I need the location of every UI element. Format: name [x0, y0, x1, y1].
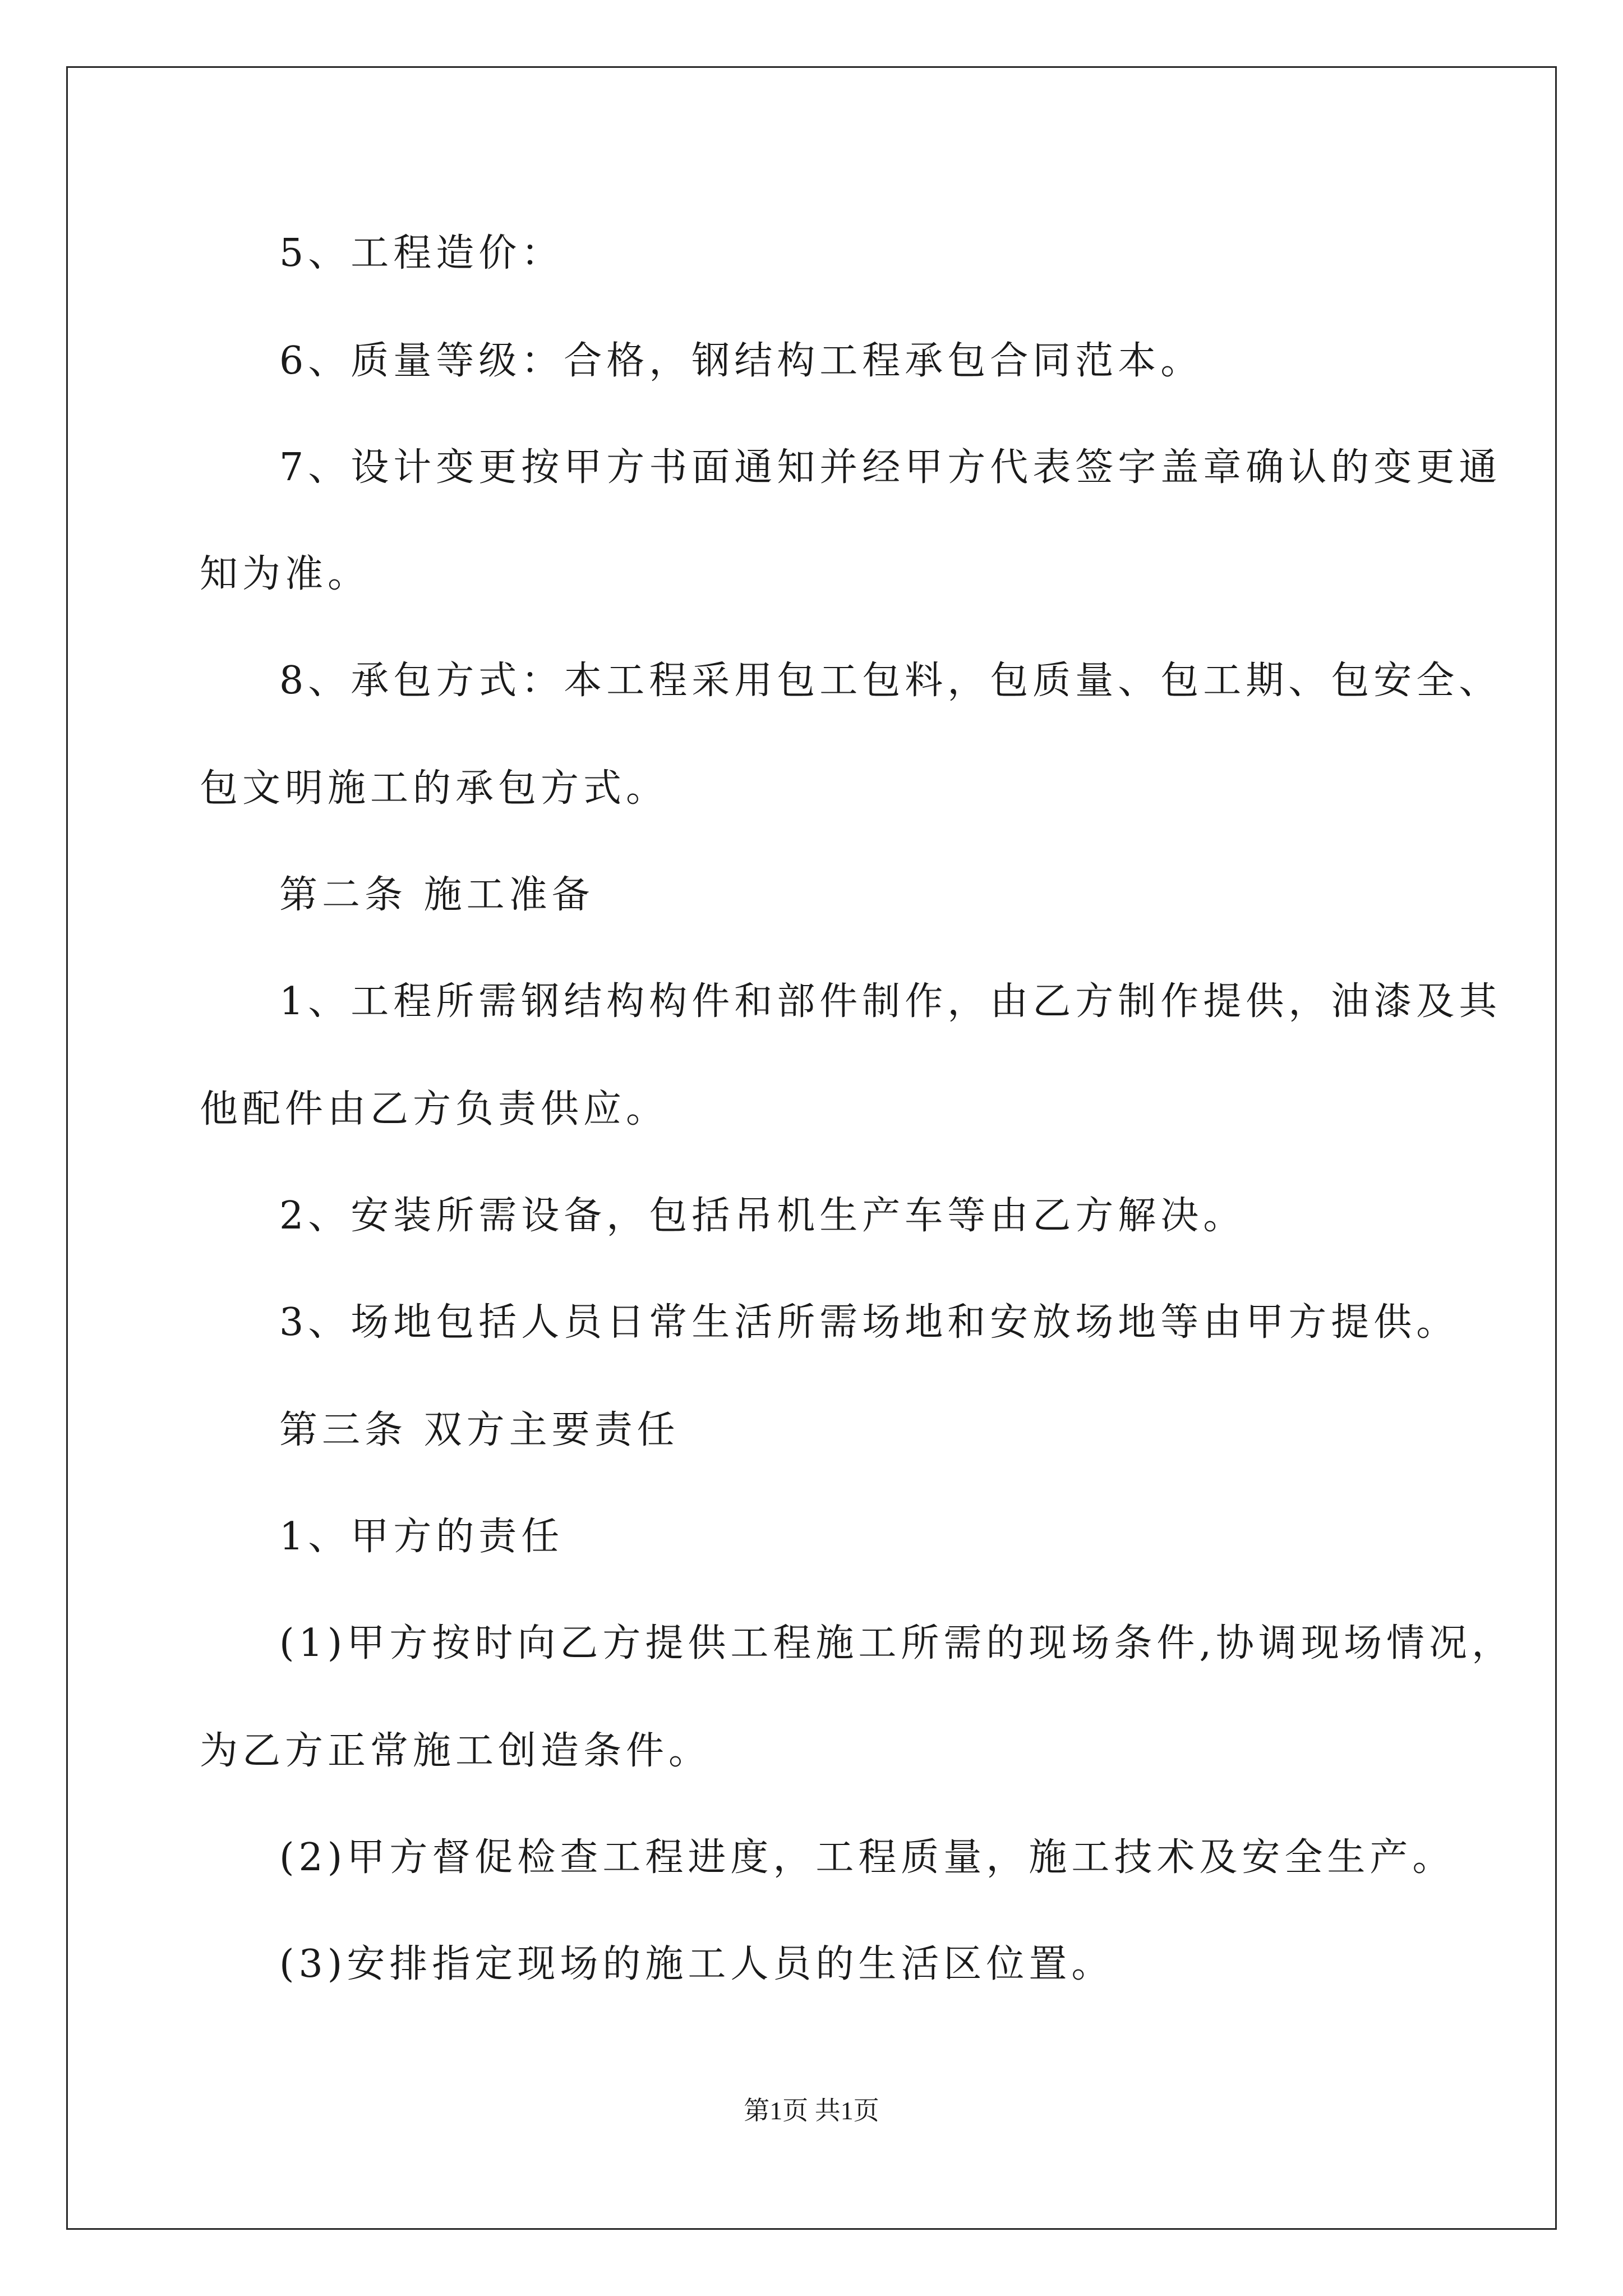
- paragraph-line: 1、工程所需钢结构构件和部件制作，由乙方制作提供，油漆及其: [279, 979, 1502, 1024]
- paragraph-line: 知为准。: [200, 552, 371, 596]
- paragraph-line: 1、甲方的责任: [279, 1515, 564, 1559]
- section-heading: 第二条 施工准备: [279, 873, 594, 917]
- paragraph-line: 2、安装所需设备，包括吊机生产车等由乙方解决。: [279, 1194, 1246, 1238]
- paragraph-line: 包文明施工的承包方式。: [200, 766, 669, 811]
- paragraph-line: 7、设计变更按甲方书面通知并经甲方代表签字盖章确认的变更通: [279, 445, 1502, 490]
- paragraph-line: 3、场地包括人员日常生活所需场地和安放场地等由甲方提供。: [279, 1300, 1459, 1345]
- paragraph-line: 8、承包方式：本工程采用包工包料，包质量、包工期、包安全、: [279, 659, 1502, 703]
- paragraph-line: 6、质量等级：合格，钢结构工程承包合同范本。: [279, 339, 1204, 383]
- paragraph-line: (3)安排指定现场的施工人员的生活区位置。: [279, 1942, 1114, 1986]
- paragraph-line: 5、工程造价：: [279, 231, 564, 275]
- page-number-footer: 第1页 共1页: [744, 2096, 879, 2125]
- section-heading: 第三条 双方主要责任: [279, 1408, 680, 1452]
- paragraph-line: (2)甲方督促检查工程进度，工程质量，施工技术及安全生产。: [279, 1835, 1455, 1880]
- paragraph-line: (1)甲方按时向乙方提供工程施工所需的现场条件,协调现场情况，: [279, 1621, 1514, 1665]
- paragraph-line: 他配件由乙方负责供应。: [200, 1087, 669, 1131]
- paragraph-line: 为乙方正常施工创造条件。: [200, 1729, 712, 1773]
- page-border: [66, 66, 1557, 2230]
